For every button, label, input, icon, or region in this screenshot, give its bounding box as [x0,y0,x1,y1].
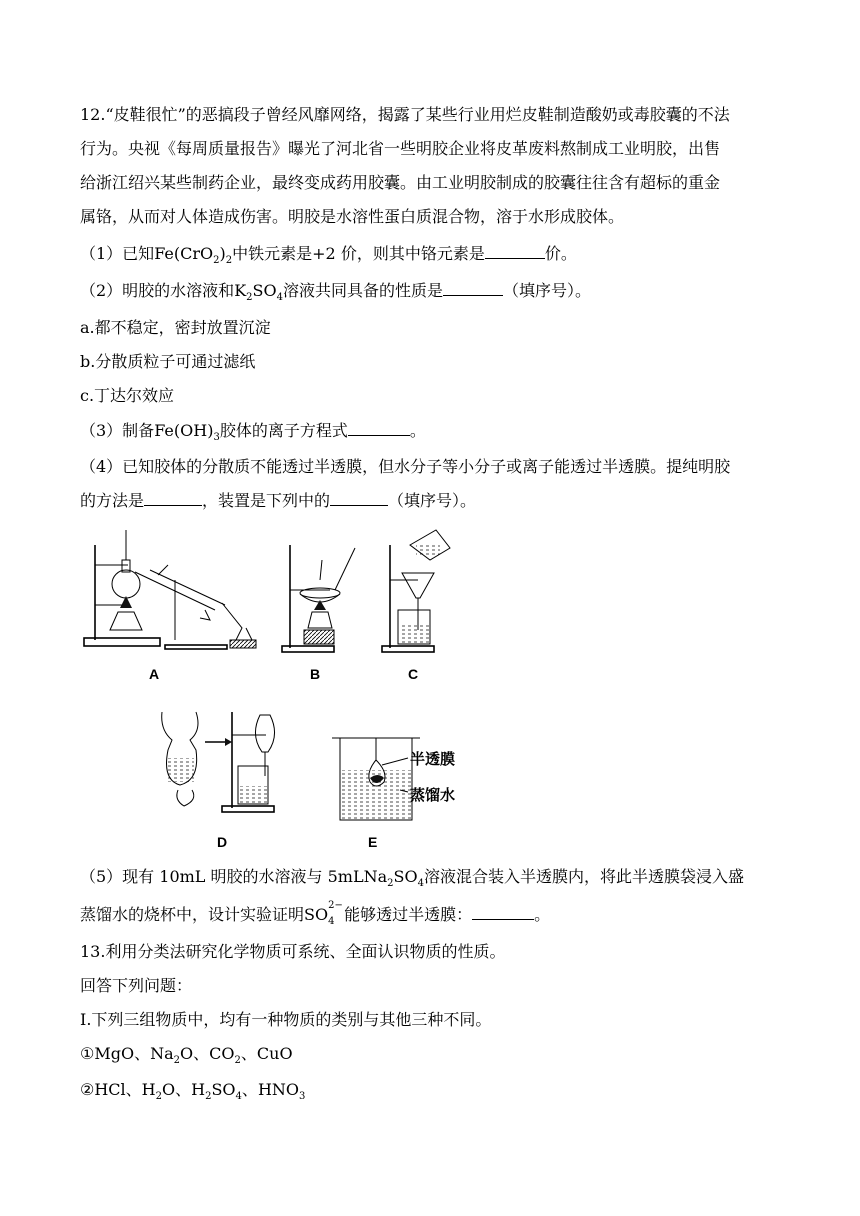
sub3-end: 。 [409,421,426,440]
sub4-end: （填序号）。 [388,491,477,510]
formula-text: Fe(CrO [154,244,214,263]
sub2-end: （填序号）。 [502,281,591,300]
formula-sub: 2 [213,255,220,267]
figure-label-d: D [217,834,228,850]
q12-subquestion-5-line-2: 蒸馏水的烧杯中，设计实验证明SO 2− 4 能够透过半透膜： 。 [80,899,551,927]
label-semipermeable-membrane: 半透膜 [410,751,456,768]
group-text: O [180,1044,194,1063]
group-text: Na [150,1044,174,1063]
q13-group-1 [80,1043,785,1065]
group-text: H [141,1080,156,1099]
formula-sub2: 2 [225,255,233,267]
sub4-prefix: 的方法是 [80,491,145,510]
group-text: O [162,1080,176,1099]
label-distilled-water: 蒸馏水 [410,787,456,804]
formula-sub: 2 [205,1091,212,1103]
figure-label-c: C [408,666,419,682]
sub5-prefix: （5）现有 10mL 明胶的水溶液与 5mL [80,867,364,886]
q12-paragraph-line-3: 给浙江绍兴某些制药企业，最终变成药用胶囊。由工业明胶制成的胶囊往往含有超标的重金 [80,173,721,192]
formula-sub: 4 [417,878,424,890]
sub1-prefix: （1）已知 [80,244,155,263]
formula-sub: 2 [387,878,394,890]
figure-label-e: E [368,834,378,850]
group-text: 、CuO [240,1044,293,1063]
group-text: H [191,1080,206,1099]
formula-sub: 2 [155,1091,162,1103]
group-text: ①MgO、 [80,1044,151,1063]
q12-subquestion-4-line-1: （4）已知胶体的分散质不能透过半透膜，但水分子等小分子或离子能透过半透膜。提纯明胶 [80,457,731,476]
group-text: SO [211,1080,236,1099]
apparatus-b-evaporation [282,545,355,652]
sub1-text: 中铁元素是+2 价，则其中铬元素是 [232,244,485,263]
group-text: 、 [175,1080,192,1099]
formula-sub: 3 [213,432,220,444]
sub5-end: 。 [534,905,551,924]
q13-instruction: 回答下列问题： [80,976,193,995]
group-text: CO [209,1044,235,1063]
formula-sub: 4 [276,292,283,304]
sub1-end: 价。 [544,244,577,263]
q13-part-1: I.下列三组物质中，均有一种物质的类别与其他三种不同。 [80,1010,492,1029]
formula-sub: 2 [246,292,253,304]
formula-text: Na [363,867,388,886]
answer-blank[interactable] [472,919,534,920]
formula-close: ) [219,244,226,263]
q12-subquestion-5-line-1 [80,866,785,888]
q12-paragraph-line-1: 12.“皮鞋很忙”的恶搞段子曾经风靡网络，揭露了某些行业用烂皮鞋制造酸奶或毒胶囊的不法 [80,105,730,124]
sub2-text: 溶液共同具备的性质是 [282,281,443,300]
formula-text: SO [393,867,418,886]
sub2-prefix: （2）明胶的水溶液和 [80,281,235,300]
q12-paragraph-line-2: 行为。央视《每周质量报告》曝光了河北省一些明胶企业将皮革废料熬制成工业明胶，出售 [80,139,721,158]
formula-text: K [234,281,247,300]
q13-group-2 [80,1079,785,1101]
q13-title: 13.利用分类法研究化学物质可系统、全面认识物质的性质。 [80,942,506,961]
sub4-mid: ，装置是下列中的 [202,491,331,510]
sub3-prefix: （3）制备 [80,421,155,440]
formula-sub: 2 [234,1055,241,1067]
apparatus-a-distillation [84,530,256,649]
formula-sub: 4 [235,1091,242,1103]
q12-paragraph-line-4: 属铬，从而对人体造成伤害。明胶是水溶性蛋白质混合物，溶于水形成胶体。 [80,207,625,226]
sub5-text: 溶液混合装入半透膜内，将此半透膜袋浸入盛 [423,867,744,886]
group-text: HNO [257,1080,300,1099]
group-text: 、 [193,1044,210,1063]
formula-text: SO [252,281,277,300]
formula-sub: 3 [299,1091,306,1103]
group-text: ②HCl、 [80,1080,142,1099]
option-b: b.分散质粒子可通过滤纸 [80,352,256,371]
apparatus-d-separation [162,712,275,812]
ion-formula: SO [304,905,329,924]
formula-sub: 2 [173,1055,181,1067]
option-c: c.丁达尔效应 [80,386,175,405]
formula-text: Fe(OH) [154,421,214,440]
figure-label-a: A [149,666,160,682]
apparatus-c-filtration [382,530,450,652]
sub5-text: 蒸馏水的烧杯中，设计实验证明 [80,905,305,924]
sub5-text: 能够透过半透膜： [344,905,473,924]
figure-label-b: B [310,666,321,682]
option-a: a.都不稳定，密封放置沉淀 [80,318,271,337]
apparatus-e-dialysis [332,738,420,820]
sub3-text: 胶体的离子方程式 [219,421,348,440]
group-text: 、 [241,1080,258,1099]
